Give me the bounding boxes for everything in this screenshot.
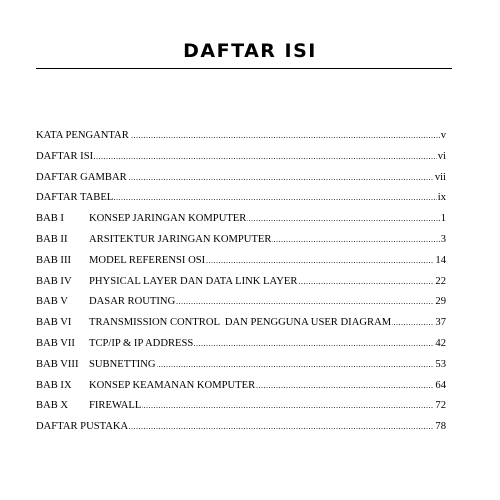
chapter-title: TRANSMISSION CONTROL DAN PENGGUNA USER DIAGRAM: [89, 313, 392, 334]
toc-entry-page: 3: [440, 230, 446, 251]
chapter-title: KONSEP JARINGAN KOMPUTER: [89, 209, 247, 230]
toc-entry-page: vii: [434, 168, 446, 189]
toc-entry-daftar-isi: [36, 147, 446, 168]
chapter-title: TCP/IP & IP ADDRESS: [89, 334, 194, 355]
page-title: DAFTAR ISI: [183, 40, 317, 62]
toc-chapter-9: [36, 376, 446, 397]
chapter-number: BAB IV: [36, 272, 89, 293]
toc-entry-daftar-gambar: [36, 168, 446, 189]
toc-entry-page: 78: [434, 417, 446, 438]
chapter-number: BAB II: [36, 230, 89, 251]
toc-entry-page: 1: [440, 209, 446, 230]
toc-entry-page: vi: [437, 147, 446, 168]
toc-entry-label: DAFTAR GAMBAR: [36, 168, 128, 189]
toc-entry-kata-pengantar: [36, 126, 446, 147]
title-underline: [36, 68, 452, 69]
toc-entry-label: DAFTAR PUSTAKA: [36, 417, 129, 438]
chapter-number: BAB X: [36, 396, 89, 417]
toc-entry-page: 22: [434, 272, 446, 293]
toc-chapter-1: [36, 209, 446, 230]
chapter-title: MODEL REFERENSI OSI: [89, 251, 206, 272]
toc-chapter-7: [36, 334, 446, 355]
toc-chapter-4: [36, 272, 446, 293]
toc-entry-page: 42: [434, 334, 446, 355]
toc-entry-page: 72: [434, 396, 446, 417]
chapter-number: BAB IX: [36, 376, 89, 397]
toc-entry-daftar-tabel: [36, 188, 446, 209]
toc-entry-label: DAFTAR ISI: [36, 147, 94, 168]
dot-leader: [36, 147, 446, 168]
chapter-number: BAB III: [36, 251, 89, 272]
toc-entry-daftar-pustaka: [36, 417, 446, 438]
toc-chapter-2: [36, 230, 446, 251]
toc-chapter-3: [36, 251, 446, 272]
chapter-title: SUBNETTING: [89, 355, 157, 376]
toc-chapter-10: [36, 396, 446, 417]
chapter-title: PHYSICAL LAYER DAN DATA LINK LAYER: [89, 272, 298, 293]
toc-entry-label: KATA PENGANTAR: [36, 126, 130, 147]
toc-chapter-6: [36, 313, 446, 334]
toc-chapter-8: [36, 355, 446, 376]
toc-chapter-5: [36, 292, 446, 313]
chapter-title: FIREWALL: [89, 396, 142, 417]
chapter-number: BAB VIII: [36, 355, 89, 376]
chapter-number: BAB V: [36, 292, 89, 313]
toc-entry-page: 29: [434, 292, 446, 313]
chapter-title: DASAR ROUTING: [89, 292, 176, 313]
toc-entry-label: DAFTAR TABEL: [36, 188, 114, 209]
chapter-title: ARSITEKTUR JARINGAN KOMPUTER: [89, 230, 272, 251]
toc-entry-page: v: [440, 126, 446, 147]
chapter-number: BAB VI: [36, 313, 89, 334]
table-of-contents: [36, 126, 446, 438]
chapter-number: BAB I: [36, 209, 89, 230]
toc-entry-page: 37: [434, 313, 446, 334]
chapter-number: BAB VII: [36, 334, 89, 355]
toc-entry-page: 53: [434, 355, 446, 376]
toc-entry-page: 64: [434, 376, 446, 397]
toc-entry-page: 14: [434, 251, 446, 272]
toc-entry-page: ix: [437, 188, 446, 209]
chapter-title: KONSEP KEAMANAN KOMPUTER: [89, 376, 256, 397]
